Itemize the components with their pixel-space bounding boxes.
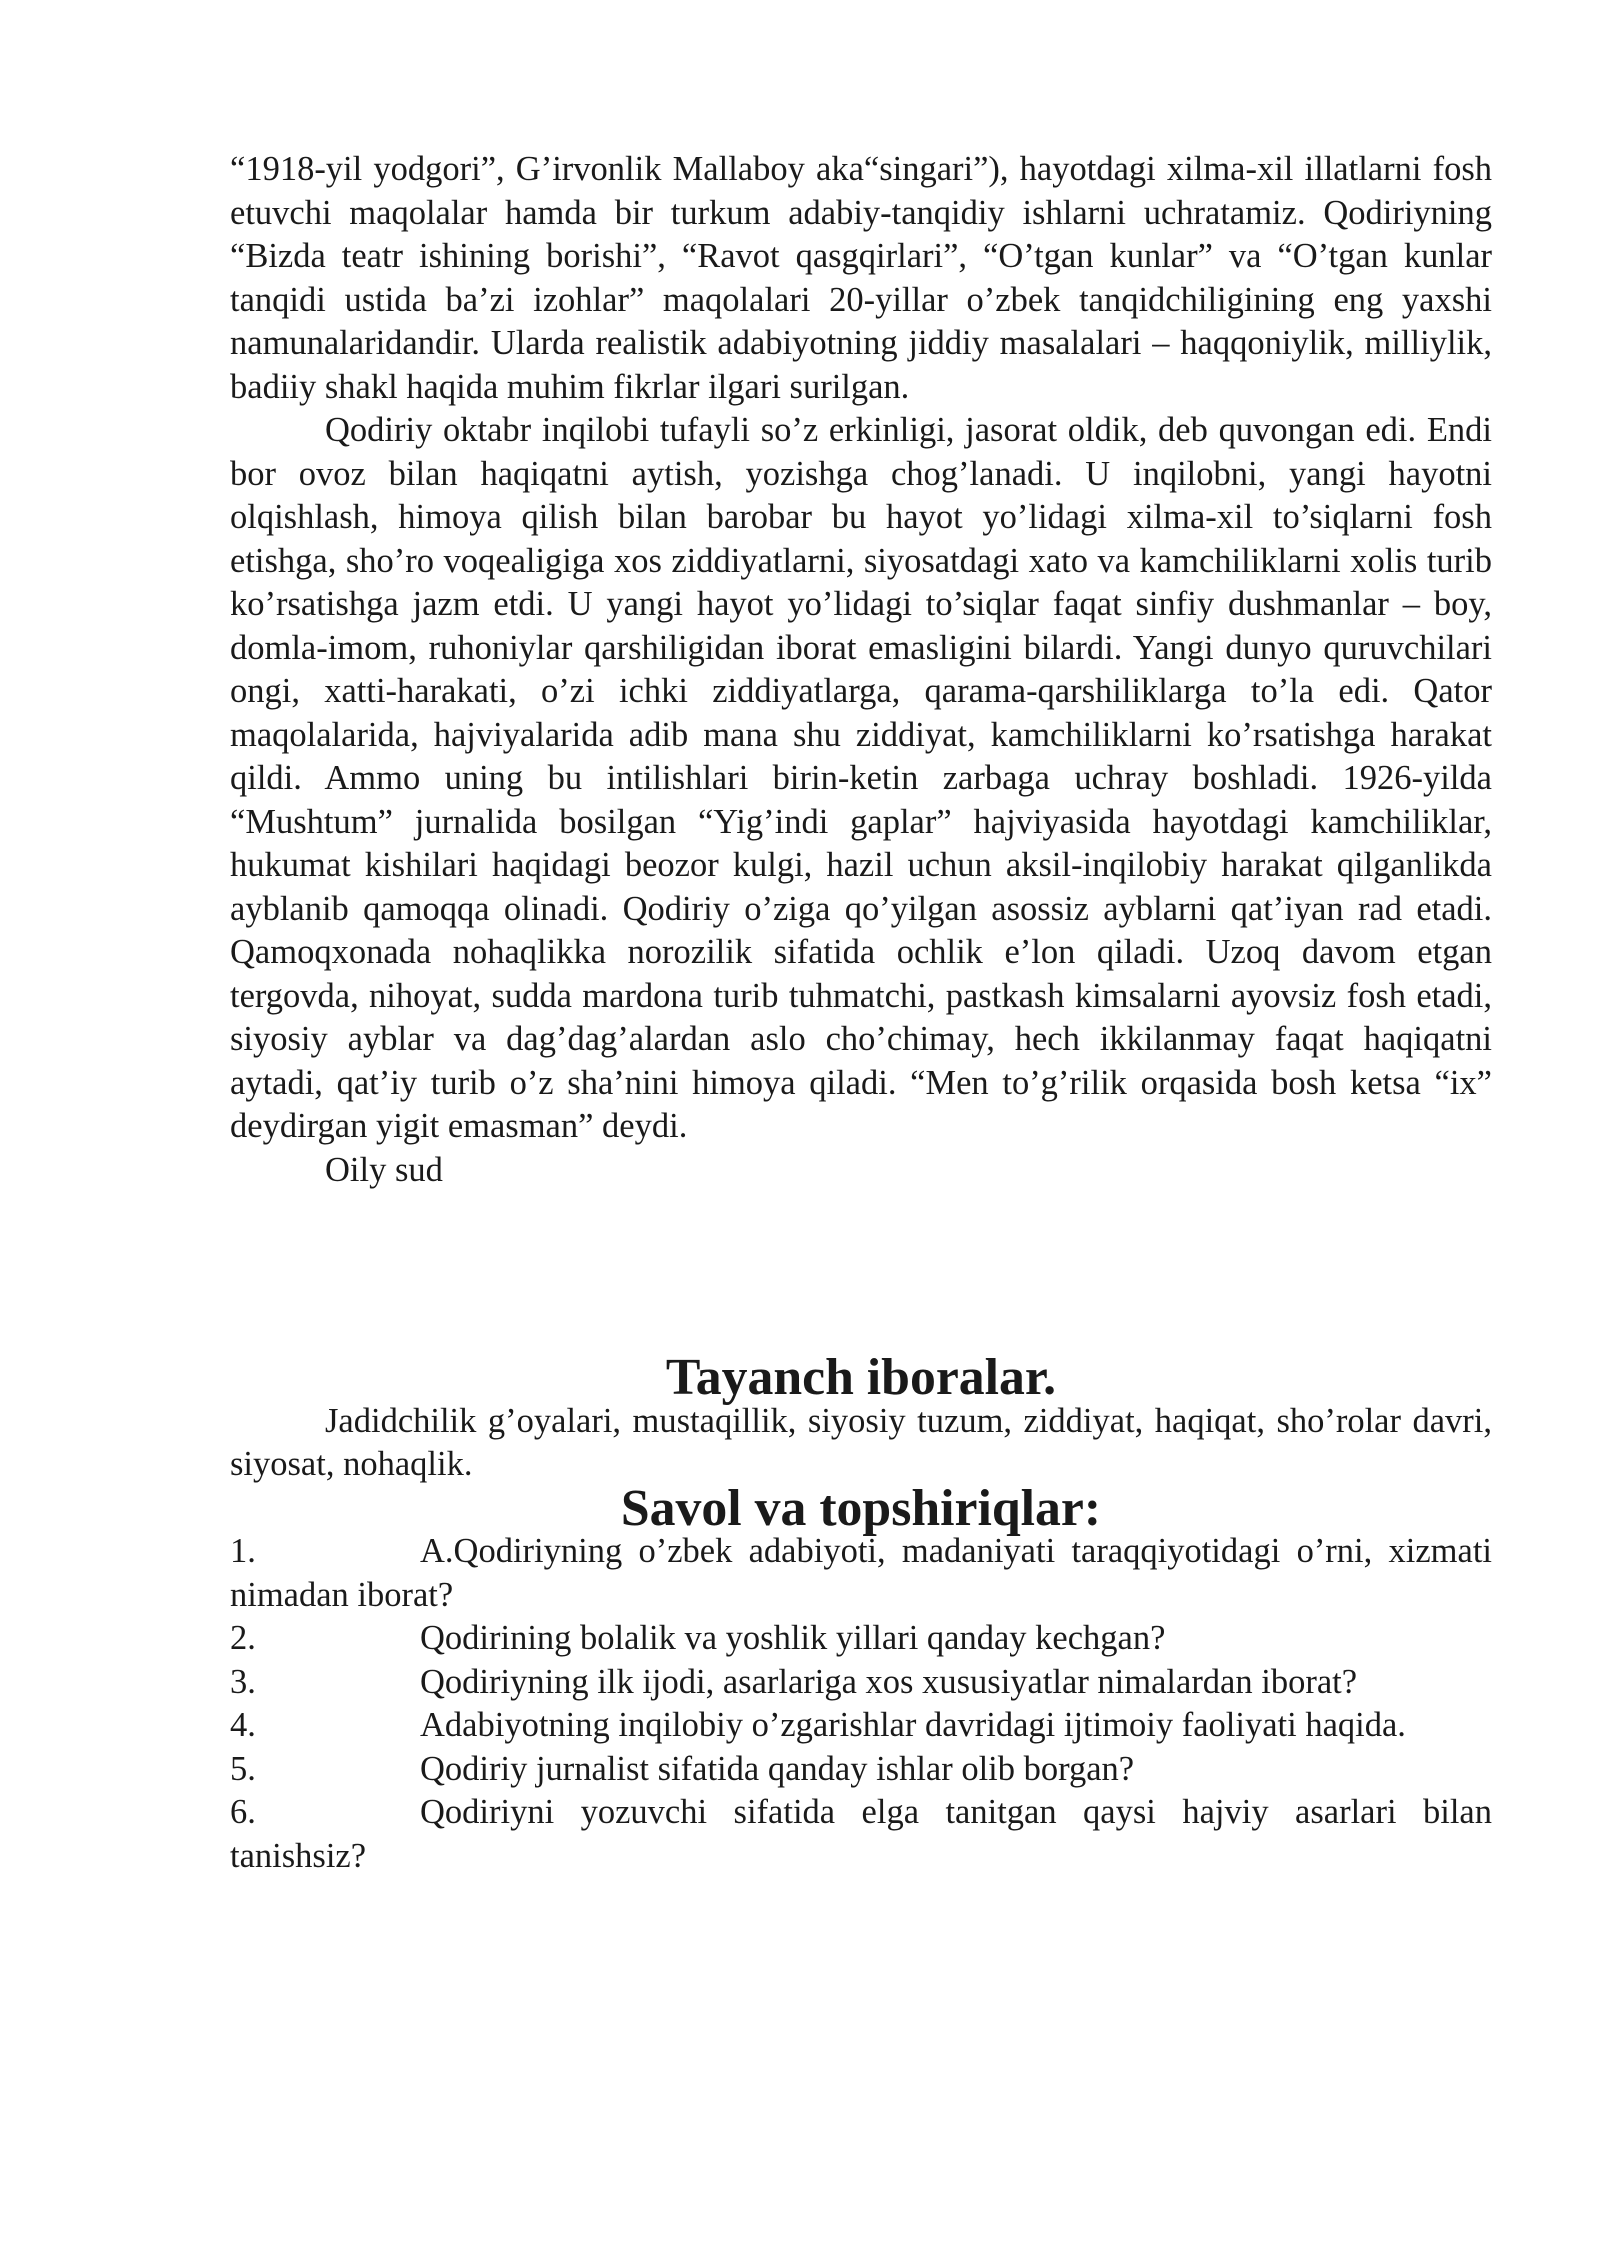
keywords-text: Jadidchilik g’oyalari, mustaqillik, siyosiy tuzum, ziddiyat, haqiqat, sho’rolar davri, siyosat, nohaqlik. [230, 1401, 1492, 1483]
question-text: Adabiyotning inqilobiy o’zgarishlar davridagi ijtimoiy faoliyati haqida. [420, 1706, 1406, 1744]
body-paragraph-3: Oily sud [325, 1150, 443, 1189]
questions-list [230, 1530, 1492, 1878]
question-number: 6. [230, 1793, 256, 1831]
question-item-1 [230, 1530, 1492, 1617]
question-number: 5. [230, 1749, 256, 1788]
body-paragraph-1: “1918-yil yodgori”, G’irvonlik Mallaboy aka“singari”), hayotdagi xilma-xil illatlarni fosh etuvchi maqolalar hamda bir turkum adabiy-tanqidiy ishlarni uchratamiz. Qodiriyning “Bizda teatr ishining borishi”, “Ravot qasgqirlari”, “O’tgan kunlar” va “O’tgan kunlar tanqidi ustida ba’zi izohlar” maqolalari 20-yillar o’zbek tanqidchiligining eng yaxshi namunalaridandir. Ularda realistik adabiyotning jiddiy masalalari – haqqoniylik, milliylik, badiiy shakl haqida muhim fikrlar ilgari surilgan. [230, 150, 1492, 406]
question-item-4 [230, 1704, 1492, 1748]
question-item-3 [230, 1661, 1492, 1705]
body-paragraph-2: Qodiriy oktabr inqilobi tufayli so’z erkinligi, jasorat oldik, deb quvongan edi. Endi bor ovoz bilan haqiqatni aytish, yozishga chog’lanadi. U inqilobni, yangi hayotni olqishlash, himoya qilish bilan barobar bu hayot yo’lidagi xilma-xil to’siqlarni fosh etishga, sho’ro voqealigiga xos ziddiyatlarni, siyosatdagi xato va kamchiliklarni xolis turib ko’rsatishga jazm etdi. U yangi hayot yo’lidagi to’siqlar faqat sinfiy dushmanlar – boy, domla-imom, ruhoniylar qarshiligidan iborat emasligini bilardi. Yangi dunyo quruvchilari ongi, xatti-harakati, o’zi ichki ziddiyatlarga, qarama-qarshiliklarga to’la edi. Qator maqolalarida, hajviyalarida adib mana shu ziddiyat, kamchiliklarni ko’rsatishga harakat qildi. Ammo uning bu intilishlari birin-ketin zarbaga uchray boshladi. 1926-yilda “Mushtum” jurnalida bosilgan “Yig’indi gaplar” hajviyasida hayotdagi kamchiliklar, hukumat kishilari haqidagi beozor kulgi, hazil uchun aksil-inqilobiy harakat qilganlikda ayblanib qamoqqa olinadi. Qodiriy o’ziga qo’yilgan asossiz ayblarni qat’iyan rad etadi. Qamoqxonada nohaqlikka norozilik sifatida ochlik e’lon qiladi. Uzoq davom etgan tergovda, nihoyat, sudda mardona turib tuhmatchi, pastkash kimsalarni ayovsiz fosh etadi, siyosiy ayblar va dag’dag’alardan aslo cho’chimay, hech ikkilanmay faqat haqiqatni aytadi, qat’iy turib o’z sha’nini himoya qiladi. “Men to’g’rilik orqasida bosh ketsa “ix” deydirgan yigit emasman” deydi. [230, 411, 1492, 1145]
question-number: 4. [230, 1706, 256, 1744]
question-text: Qodiriy jurnalist sifatida qanday ishlar olib borgan? [420, 1749, 1135, 1788]
question-number: 2. [230, 1619, 256, 1657]
question-text: Qodirining bolalik va yoshlik yillari qanday kechgan? [420, 1619, 1166, 1657]
blank-space [230, 1192, 1492, 1356]
question-text: Qodiriyni yozuvchi sifatida elga tanitgan qaysi hajviy asarlari bilan tanishsiz? [230, 1793, 1492, 1875]
question-text: Qodiriyning ilk ijodi, asarlariga xos xususiyatlar nimalardan iborat? [420, 1662, 1358, 1701]
question-item-6 [230, 1791, 1492, 1878]
question-number: 3. [230, 1662, 256, 1701]
questions-heading: Savol va topshiriqlar: [620, 1479, 1102, 1537]
question-text: A.Qodiriyning o’zbek adabiyoti, madaniyati taraqqiyotidagi o’rni, xizmati nimadan iborat? [230, 1532, 1492, 1614]
question-item-2 [230, 1617, 1492, 1661]
question-number: 1. [230, 1532, 256, 1570]
document-page [230, 148, 1492, 1878]
question-item-5 [230, 1748, 1492, 1792]
keywords-heading: Tayanch iboralar. [665, 1349, 1057, 1406]
